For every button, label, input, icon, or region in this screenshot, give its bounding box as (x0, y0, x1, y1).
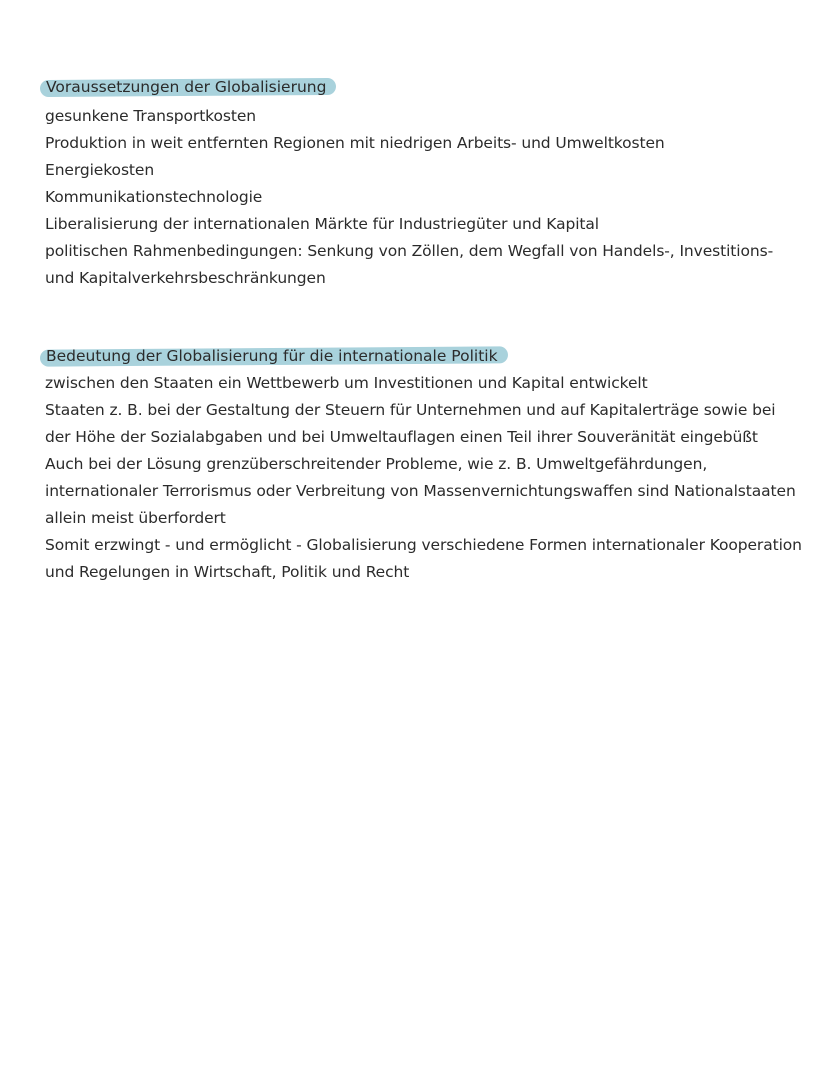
list-item: Staaten z. B. bei der Gestaltung der Steuern für Unternehmen und auf Kapitalerträge sowie bei der Höhe der Sozialabgaben und bei Umweltauflagen einen Teil ihrer Souveränität eingebüßt (45, 401, 776, 446)
list-item: Auch bei der Lösung grenzüberschreitender Probleme, wie z. B. Umweltgefährdungen, internationaler Terrorismus oder Verbreitung von Massenvernichtungswaffen sind Nationalstaaten allein meist überfordert (45, 455, 796, 527)
list-item: Kommunikationstechnologie (45, 188, 263, 206)
list-item: gesunkene Transportkosten (45, 107, 256, 125)
list-item: Somit erzwingt - und ermöglicht - Globalisierung verschiedene Formen internationaler Kooperation und Regelungen in Wirtschaft, Politik und Recht (45, 536, 802, 581)
section-prerequisites (45, 74, 805, 292)
significance-list (45, 370, 805, 586)
prerequisites-list (45, 103, 805, 292)
list-item: Liberalisierung der internationalen Märkte für Industriegüter und Kapital (45, 215, 600, 233)
list-item: politischen Rahmenbedingungen: Senkung von Zöllen, dem Wegfall von Handels-, Investitions- und Kapitalverkehrsbeschränkungen (45, 242, 774, 287)
section-significance (45, 343, 805, 586)
list-item: zwischen den Staaten ein Wettbewerb um Investitionen und Kapital entwickelt (45, 374, 648, 392)
list-item: Produktion in weit entfernten Regionen mit niedrigen Arbeits- und Umweltkosten (45, 134, 665, 152)
section-heading-significance: Bedeutung der Globalisierung für die internationale Politik (42, 343, 502, 369)
section-heading-prerequisites: Voraussetzungen der Globalisierung (42, 74, 330, 100)
list-item: Energiekosten (45, 161, 155, 179)
